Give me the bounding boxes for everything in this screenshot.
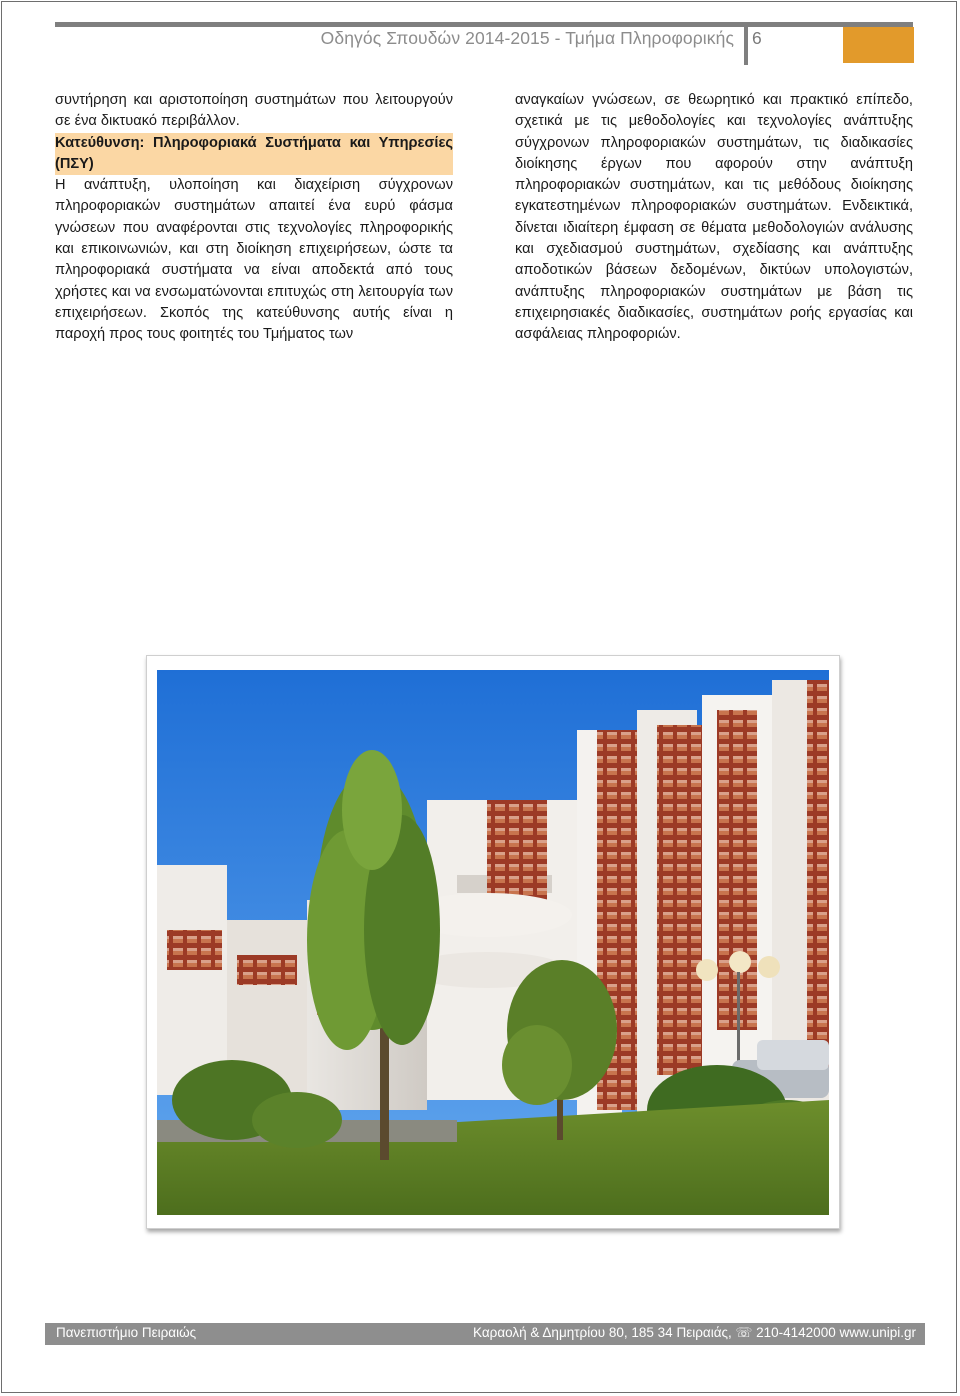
page-number: 6 bbox=[752, 28, 762, 48]
university-building-photo bbox=[157, 670, 829, 1215]
header-rule bbox=[55, 22, 913, 27]
left-column bbox=[55, 90, 453, 346]
photo-frame bbox=[146, 655, 840, 1229]
continuation-paragraph: αναγκαίων γνώσεων, σε θεωρητικό και πρακτικό επίπεδο, σχετικά με τις μεθοδολογίες και τεχνολογίες ανάπτυξης σύγχρονων πληροφοριακών συστημάτων, τις διαδικασίες διοίκησης έργων που αφορούν στην ανάπτυξη πληροφοριακών συστημάτων, και τις μεθόδους διοίκησης εγκατεστημένων πληροφοριακών συστημάτων. Ενδεικτικά, δίνεται ιδιαίτερη έμφαση σε θέματα μεθοδολογιών ανάλυσης και σχεδιασμού συστημάτων, σχεδίασης και ανάπτυξης αποδοτικών βάσεων δεδομένων, δικτύων υπολογιστών, ανάπτυξης πληροφοριακών συστημάτων με βάση τις επιχειρησιακές διαδικασίες, συστημάτων ροής εργασίας και ασφάλειας πληροφοριών. bbox=[515, 92, 913, 343]
intro-paragraph: συντήρηση και αριστοποίηση συστημάτων που λειτουργούν σε ένα δικτυακό περιβάλλον. bbox=[55, 92, 453, 130]
header-title: Οδηγός Σπουδών 2014-2015 - Τμήμα Πληροφορικής bbox=[320, 28, 734, 48]
footer-contact-info: Καραολή & Δημητρίου 80, 185 34 Πειραιάς, ☏ 210-4142000 www.unipi.gr bbox=[473, 1325, 916, 1340]
section-heading: Κατεύθυνση: Πληροφοριακά Συστήματα και Υπηρεσίες (ΠΣΥ) bbox=[55, 133, 453, 176]
section-body-paragraph: Η ανάπτυξη, υλοποίηση και διαχείριση σύγχρονων πληροφοριακών συστημάτων απαιτεί ένα ευρύ φάσμα γνώσεων που αναφέρονται στις τεχνολογίες πληροφορικής και επικοινωνιών, και στη διοίκηση επιχειρήσεων, ώστε τα πληροφοριακά συστήματα να είναι αποδεκτά από τους χρήστες και να ενσωματώνονται επιτυχώς στη λειτουργία των επιχειρήσεων. Σκοπός της κατεύθυνσης αυτής είναι η παροχή προς τους φοιτητές του Τμήματος των bbox=[55, 177, 453, 343]
right-column bbox=[515, 90, 913, 346]
header-separator bbox=[744, 27, 748, 65]
footer-university-name: Πανεπιστήμιο Πειραιώς bbox=[56, 1325, 197, 1340]
header-accent-block bbox=[843, 27, 914, 63]
